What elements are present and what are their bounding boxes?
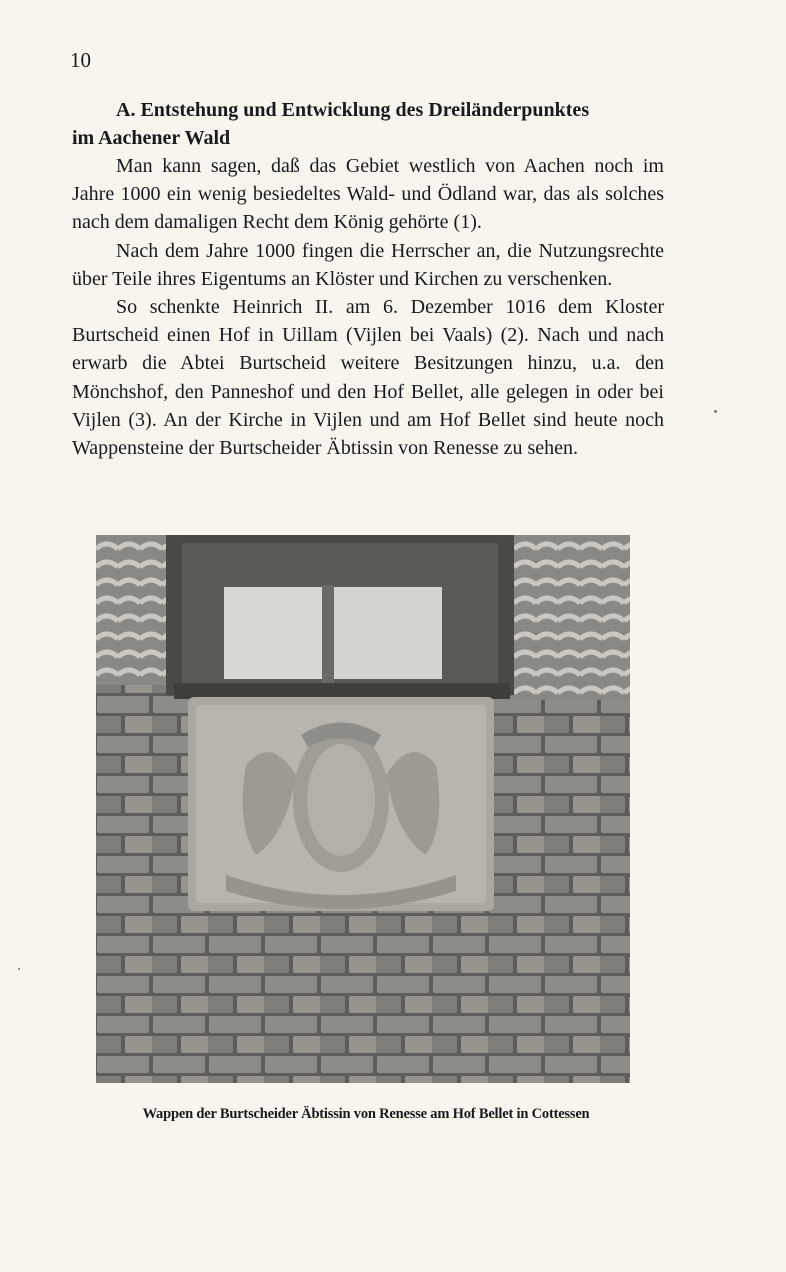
page-number: 10: [70, 48, 91, 72]
print-speck: [714, 410, 717, 413]
section-heading-line-1: A. Entstehung und Entwicklung des Dreiländerpunktes: [116, 99, 590, 121]
section-heading: [72, 96, 664, 152]
paragraph-2: Nach dem Jahre 1000 fingen die Herrscher an, die Nutzungsrechte über Teile ihres Eigentums an Klöster und Kirchen zu verschenken.: [72, 239, 664, 290]
print-speck: [18, 968, 20, 970]
section-heading-line-2: im Aachener Wald: [72, 127, 231, 149]
paragraph-3: So schenkte Heinrich II. am 6. Dezember 1016 dem Kloster Burtscheid einen Hof in Uillam (Vijlen bei Vaals) (2). Nach und nach erwarb die Abtei Burtscheid weitere Besitzungen hinzu, u.a. den Mönchshof, den Panneshof und den Hof Bellet, alle gelegen in oder bei Vijlen (3). An der Kirche in Vijlen und am Hof Bellet sind heute noch Wappensteine der Burtscheider Äbtissin von Renesse zu sehen.: [72, 296, 664, 460]
body-text: [72, 96, 664, 462]
coat-of-arms-photo: [96, 535, 630, 1083]
figure-caption: Wappen der Burtscheider Äbtissin von Renesse am Hof Bellet in Cottessen: [142, 1106, 590, 1122]
paragraph-1: Man kann sagen, daß das Gebiet westlich von Aachen noch im Jahre 1000 ein wenig besiedeltes Wald- und Ödland war, das als solches nach dem damaligen Recht dem König gehörte (1).: [72, 155, 664, 234]
photo-illustration: [96, 535, 630, 1083]
